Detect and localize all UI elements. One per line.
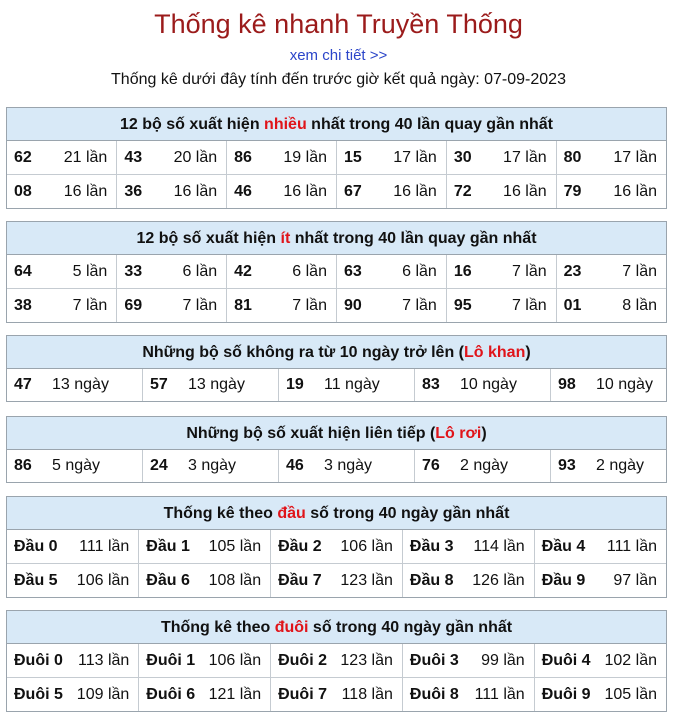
heading-text: Thống kê theo [163,505,278,522]
head-digit-heading [7,497,666,530]
count: 105 lần [604,685,657,703]
stat-cell [534,564,666,598]
count: 7 lần [402,296,437,314]
number: 43 [124,148,143,166]
lo-khan-table [7,369,677,401]
stat-cell [556,289,666,323]
head-digit-panel [6,496,667,598]
count: 97 lần [613,571,657,589]
stat-cell [556,255,666,289]
stat-cell [402,644,534,678]
stat-cell [402,530,534,564]
number: 19 [286,376,304,393]
page-subtitle: Thống kê dưới đây tính đến trước giờ kết quả ngày: 07-09-2023 [111,71,566,88]
tail-digit-heading [7,611,666,644]
stat-cell [402,678,534,712]
count: 16 lần [613,182,657,200]
lo-roi-table [7,450,677,482]
count: 7 lần [72,296,108,314]
number: Đuôi 6 [146,685,196,703]
head-digit-table [7,530,666,597]
table-row [7,678,666,712]
number: 90 [343,296,362,314]
stat-cell [336,289,446,323]
lo-khan-heading [7,336,666,369]
count: 17 lần [503,148,547,166]
stat-cell [227,175,337,209]
stat-cell [534,530,666,564]
count: 16 lần [63,182,108,200]
count: 7 lần [292,296,327,314]
number: 24 [150,457,168,474]
number: 08 [14,182,32,200]
count: 13 ngày [188,376,245,393]
number: 01 [563,296,582,314]
count: 106 lần [76,571,130,589]
number: Đầu 2 [278,537,322,555]
number: 47 [14,376,32,393]
count: 8 lần [622,296,657,314]
count: 21 lần [63,148,108,166]
count: 114 lần [473,537,525,555]
number: 42 [234,262,252,280]
heading-highlight: nhiều [264,116,307,133]
table-row [7,450,677,482]
table-row [7,564,666,598]
number: Đuôi 9 [541,685,591,703]
stat-cell [415,450,551,482]
heading-text: nhất trong 40 lần quay gần nhất [306,116,553,133]
count: 3 ngày [188,457,237,474]
heading-highlight: đuôi [274,619,309,636]
number: 46 [234,182,252,200]
number: 76 [422,457,440,474]
details-link[interactable]: xem chi tiết >> [289,47,388,64]
most-frequent-heading [7,108,666,141]
count: 111 lần [474,685,525,703]
table-row [7,369,677,401]
number: 63 [343,262,362,280]
count: 6 lần [182,262,218,280]
count: 2 ngày [596,457,645,474]
heading-highlight: ít [280,230,291,247]
count: 6 lần [292,262,327,280]
stat-cell [402,564,534,598]
number: Đầu 1 [146,537,190,555]
stat-cell [117,289,227,323]
number: 46 [286,457,304,474]
stat-cell [139,564,271,598]
table-row [7,175,666,209]
count: 126 lần [472,571,525,589]
table-row [7,530,666,564]
stat-cell [7,175,117,209]
heading-highlight: Lô rơi [435,425,482,442]
number: 93 [558,457,576,474]
tail-digit-table [7,644,666,711]
number: 64 [14,262,32,280]
stat-cell [117,175,227,209]
count: 106 lần [208,651,262,669]
lo-khan-panel [6,335,667,402]
stat-cell [7,678,139,712]
heading-text: ) [525,344,531,361]
count: 111 lần [79,537,130,555]
count: 121 lần [208,685,262,703]
number: 83 [422,376,440,393]
heading-highlight: Lô khan [464,344,526,361]
stat-cell [139,678,271,712]
number: Đầu 4 [541,537,586,555]
number: 36 [124,182,143,200]
number: 33 [124,262,143,280]
count: 7 lần [511,262,547,280]
stat-cell [415,369,551,401]
stat-cell [7,644,139,678]
stat-cell [556,175,666,209]
stat-cell [446,289,556,323]
least-frequent-table [7,255,666,322]
count: 6 lần [402,262,437,280]
stat-cell [271,644,403,678]
stat-cell [534,644,666,678]
count: 108 lần [208,571,262,589]
count: 3 ngày [324,457,373,474]
count: 5 ngày [52,457,101,474]
stat-cell [271,530,403,564]
count: 10 ngày [596,376,653,393]
stat-cell [336,255,446,289]
least-frequent-panel [6,221,667,323]
stat-cell [336,141,446,175]
count: 13 ngày [52,376,109,393]
lo-roi-panel [6,416,667,483]
stat-cell [279,369,415,401]
stat-cell [551,450,677,482]
heading-text: nhất trong 40 lần quay gần nhất [290,230,537,247]
heading-text: số trong 40 ngày gần nhất [308,619,513,636]
count: 5 lần [72,262,108,280]
number: Đuôi 4 [541,651,591,669]
count: 17 lần [393,148,437,166]
count: 7 lần [511,296,547,314]
stat-cell [227,255,337,289]
least-frequent-heading [7,222,666,255]
number: Đầu 8 [409,571,454,589]
number: 15 [343,148,362,166]
number: 69 [124,296,143,314]
stat-cell [143,450,279,482]
page-header [0,0,677,90]
number: Đuôi 8 [409,685,459,703]
stat-cell [446,255,556,289]
table-row [7,255,666,289]
stat-cell [117,255,227,289]
stat-cell [7,530,139,564]
count: 7 lần [622,262,657,280]
tail-digit-panel [6,610,667,712]
number: 80 [563,148,582,166]
number: 95 [453,296,472,314]
number: 86 [234,148,252,166]
number: Đuôi 5 [14,685,63,703]
number: Đuôi 0 [14,651,63,669]
count: 111 lần [606,537,657,555]
number: 62 [14,148,32,166]
heading-text: Những bộ số không ra từ 10 ngày trở lên ( [142,344,464,361]
table-row [7,141,666,175]
count: 105 lần [208,537,262,555]
count: 7 lần [182,296,218,314]
number: 30 [453,148,472,166]
stat-cell [551,369,677,401]
stat-cell [271,678,403,712]
count: 16 lần [393,182,437,200]
most-frequent-table [7,141,666,208]
table-row [7,644,666,678]
count: 123 lần [340,651,393,669]
heading-text: Những bộ số xuất hiện liên tiếp ( [186,425,436,442]
count: 10 ngày [460,376,517,393]
number: 23 [563,262,582,280]
stat-cell [227,289,337,323]
number: 86 [14,457,32,474]
lo-roi-heading [7,417,666,450]
number: 72 [453,182,472,200]
number: 79 [563,182,582,200]
count: 19 lần [283,148,327,166]
page-title: Thống kê nhanh Truyền Thống [154,9,523,39]
stat-cell [7,141,117,175]
count: 20 lần [173,148,218,166]
most-frequent-panel [6,107,667,209]
number: Đầu 3 [409,537,454,555]
count: 16 lần [173,182,218,200]
number: 67 [343,182,362,200]
number: Đầu 0 [14,537,58,555]
number: 16 [453,262,472,280]
stat-cell [7,450,143,482]
stat-cell [446,175,556,209]
heading-text: số trong 40 ngày gần nhất [305,505,510,522]
count: 99 lần [481,651,525,669]
number: 81 [234,296,252,314]
stat-cell [7,564,139,598]
stat-cell [336,175,446,209]
count: 16 lần [503,182,547,200]
stat-cell [143,369,279,401]
count: 118 lần [341,685,393,703]
number: Đầu 7 [278,571,322,589]
number: Đuôi 7 [278,685,327,703]
number: Đầu 5 [14,571,58,589]
count: 16 lần [283,182,327,200]
count: 11 ngày [324,376,380,393]
stat-cell [7,255,117,289]
count: 123 lần [340,571,393,589]
stat-cell [534,678,666,712]
number: 57 [150,376,168,393]
number: Đuôi 1 [146,651,196,669]
stat-cell [227,141,337,175]
heading-text: ) [481,425,487,442]
stat-cell [446,141,556,175]
heading-text: 12 bộ số xuất hiện [120,116,265,133]
stat-cell [139,530,271,564]
count: 109 lần [76,685,130,703]
stat-cell [279,450,415,482]
stat-cell [7,289,117,323]
stat-cell [117,141,227,175]
count: 2 ngày [460,457,509,474]
count: 113 lần [77,651,130,669]
count: 102 lần [604,651,657,669]
table-row [7,289,666,323]
stat-cell [139,644,271,678]
number: 98 [558,376,576,393]
heading-text: 12 bộ số xuất hiện [136,230,281,247]
heading-highlight: đầu [277,505,306,522]
heading-text: Thống kê theo [160,619,275,636]
stat-cell [556,141,666,175]
count: 17 lần [613,148,657,166]
number: Đầu 9 [541,571,586,589]
number: Đuôi 2 [278,651,327,669]
number: 38 [14,296,32,314]
number: Đầu 6 [146,571,190,589]
count: 106 lần [340,537,393,555]
stat-cell [271,564,403,598]
number: Đuôi 3 [409,651,459,669]
stat-cell [7,369,143,401]
